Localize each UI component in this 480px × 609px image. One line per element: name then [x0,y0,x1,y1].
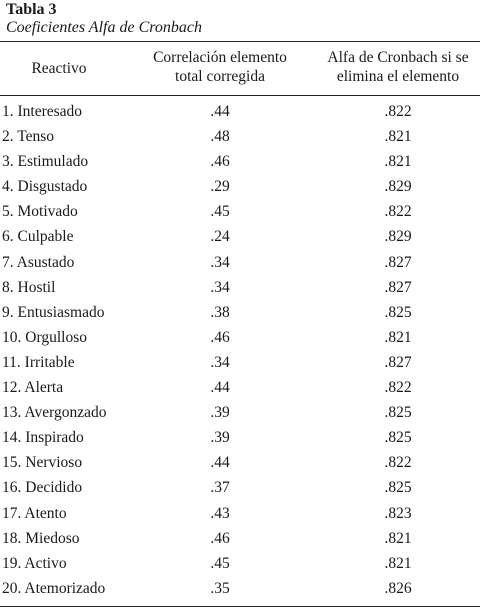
header-alfa-line2: elimina el elemento [336,68,460,85]
reactivo-cell: 2. Tenso [2,128,55,146]
reactivo-cell: 17. Atento [2,504,67,522]
alfa-cell: .821 [384,529,412,547]
table-body [0,102,480,604]
alfa-cell: .821 [384,128,412,146]
correlacion-cell: .44 [210,379,230,397]
reactivo-cell: 14. Inspirado [2,429,84,447]
alfa-cell: .821 [384,554,412,572]
correlacion-cell: .45 [210,554,230,572]
reactivo-cell: 15. Nervioso [2,454,83,472]
correlacion-cell: .39 [210,404,230,422]
correlacion-cell: .46 [210,153,230,171]
correlacion-cell: .29 [210,178,230,196]
alfa-cell: .829 [384,178,412,196]
correlacion-cell: .46 [210,328,230,346]
header-correlacion [140,48,300,86]
header-alfa [316,48,480,86]
reactivo-cell: 13. Avergonzado [2,404,107,422]
table-row [0,303,480,328]
correlacion-cell: .45 [210,203,230,221]
alfa-cell: .822 [384,379,412,397]
alfa-cell: .827 [384,253,412,271]
table-row [0,529,480,554]
correlacion-cell: .37 [210,479,230,497]
alfa-cell: .825 [384,429,412,447]
table-row [0,579,480,604]
table-row [0,428,480,453]
alfa-cell: .827 [384,353,412,371]
alfa-cell: .825 [384,479,412,497]
reactivo-cell: 10. Orgulloso [2,328,87,346]
table-row [0,152,480,177]
table-row [0,127,480,152]
reactivo-cell: 18. Miedoso [2,529,80,547]
correlacion-cell: .35 [210,579,230,597]
correlacion-cell: .46 [210,529,230,547]
header-correlacion-line1: Correlación elemento [153,49,287,66]
reactivo-cell: 5. Motivado [2,203,78,221]
table-row [0,554,480,579]
reactivo-cell: 6. Culpable [2,228,74,246]
alfa-cell: .825 [384,404,412,422]
alfa-cell: .822 [384,203,412,221]
reactivo-cell: 7. Asustado [2,253,75,271]
alfa-cell: .821 [384,328,412,346]
correlacion-cell: .44 [210,454,230,472]
correlacion-cell: .39 [210,429,230,447]
table-row [0,403,480,428]
alfa-cell: .822 [384,454,412,472]
table-title: Tabla 3 [6,1,57,18]
alfa-cell: .823 [384,504,412,522]
table-row [0,453,480,478]
table-row [0,177,480,202]
table-row [0,378,480,403]
alfa-cell: .825 [384,303,412,321]
reactivo-cell: 20. Atemorizado [2,579,106,597]
alfa-cell: .822 [384,103,412,120]
table-row [0,353,480,378]
reactivo-cell: 3. Estimulado [2,153,89,171]
header-reactivo [0,59,118,78]
table-row [0,278,480,303]
alfa-cell: .821 [384,153,412,171]
header-correlacion-line2: total corregida [175,68,265,85]
correlacion-cell: .48 [210,128,230,146]
table-bottom-rule [0,606,480,607]
reactivo-cell: 12. Alerta [2,379,64,397]
correlacion-cell: .34 [210,278,230,296]
correlacion-cell: .38 [210,303,230,321]
correlacion-cell: .34 [210,253,230,271]
table-row [0,202,480,227]
reactivo-cell: 8. Hostil [2,278,56,296]
table-subtitle: Coeficientes Alfa de Cronbach [6,19,202,36]
correlacion-cell: .34 [210,353,230,371]
reactivo-cell: 19. Activo [2,554,67,572]
table-row [0,253,480,278]
table-header-rule [0,95,480,96]
correlacion-cell: .44 [210,103,230,120]
table-row [0,102,480,127]
reactivo-cell: 1. Interesado [2,103,83,120]
correlacion-cell: .24 [210,228,230,246]
reactivo-cell: 11. Irritable [2,353,75,371]
table-row [0,478,480,503]
alfa-cell: .829 [384,228,412,246]
correlacion-cell: .43 [210,504,230,522]
header-reactivo-label: Reactivo [31,60,87,77]
reactivo-cell: 4. Disgustado [2,178,88,196]
reactivo-cell: 16. Decidido [2,479,83,497]
table-row [0,504,480,529]
header-alfa-line1: Alfa de Cronbach si se [327,49,469,66]
table-row [0,227,480,252]
alfa-cell: .827 [384,278,412,296]
reactivo-cell: 9. Entusiasmado [2,303,105,321]
alfa-cell: .826 [384,579,412,597]
table-top-rule [0,41,480,42]
table-row [0,328,480,353]
